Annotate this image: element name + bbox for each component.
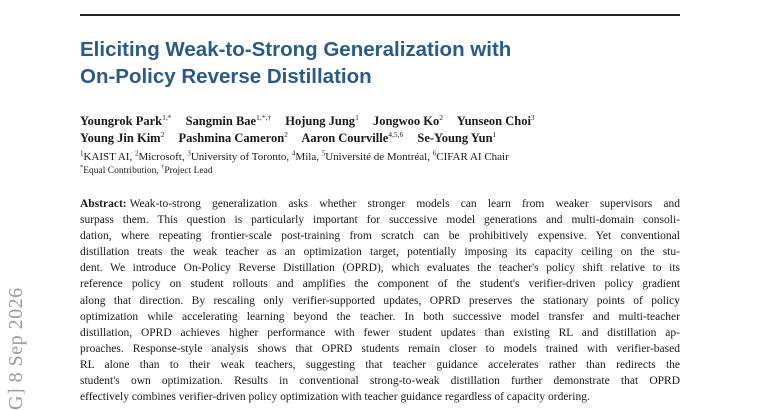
- abstract-line: proaches. Response-style analysis shows that OPRD students remain closer to models trained with verifier-based: [80, 342, 680, 355]
- abstract-line: optimization while accelerating learning beyond the teacher. In both successive model transfer and multi-teacher: [80, 310, 680, 323]
- abstract: [80, 196, 680, 410]
- author: Aaron Courville$^{4,5,6}$: [301, 129, 404, 145]
- title-line-1: Eliciting Weak-to-Strong Generalization with: [80, 38, 512, 61]
- abstract-line: along that direction. By rescaling only verifier-supported updates, OPRD preserves the stationary points of policy: [80, 294, 680, 307]
- author-notes: *Equal Contribution, †Project Lead: [80, 163, 213, 176]
- author: Se-Young Yun$^1$: [417, 129, 497, 145]
- abstract-label: Abstract:: [80, 198, 127, 210]
- abstract-line: distillation treats the weak teacher as an optimization target, potentially imposing its capacity ceiling on the stu-: [80, 246, 680, 259]
- arxiv-side-stamp: G] 8 Sep 2026: [5, 287, 27, 410]
- abstract-line: reference policy on student rollouts and amplifies the component of the student's verifier-driven policy gradient: [80, 278, 680, 291]
- top-rule: [80, 14, 680, 16]
- author: Youngrok Park$^{1,*}$: [80, 112, 172, 128]
- abstract-line: effectively combines verifier-driven policy optimization with teacher guidance regardless of capacity ordering.: [80, 391, 590, 404]
- author: Sangmin Bae$^{1,*,\dagger}$: [185, 112, 272, 128]
- author: Young Jin Kim$^2$: [80, 129, 165, 145]
- author: Yunseon Choi$^3$: [456, 112, 535, 128]
- title-line-2: On-Policy Reverse Distillation: [80, 65, 372, 88]
- abstract-line: dent. We introduce On-Policy Reverse Distillation (OPRD), which evaluates the teacher's policy shift relative to its: [80, 262, 680, 275]
- abstract-line: dation, where repeating frontier-scale post-training from scratch can be prohibitively expensive. Yet conventional: [80, 230, 680, 243]
- author-line-2: [80, 130, 700, 147]
- abstract-line: student's own optimization. Results in conventional strong-to-weak distillation further demonstrate that OPRD: [80, 375, 680, 388]
- author: Pashmina Cameron$^2$: [178, 129, 288, 145]
- author: Hojung Jung$^1$: [285, 112, 359, 128]
- abstract-line: surpass them. This question is particularly important for successive model generations and multi-domain consoli-: [80, 214, 680, 227]
- author: Jongwoo Ko$^2$: [372, 112, 444, 128]
- abstract-line: distillation, OPRD achieves higher performance with fewer student updates than existing RL and distillation ap-: [80, 326, 680, 339]
- author-list: [80, 113, 700, 147]
- abstract-line: Abstract: Weak-to-strong generalization asks whether stronger models can learn from weaker supervisors and: [80, 198, 680, 210]
- author-line-1: [80, 113, 700, 130]
- paper-title: [80, 36, 700, 90]
- abstract-line: RL alone than to their weak teachers, suggesting that teacher guidance accelerates rather than redirects the: [80, 358, 680, 371]
- affiliations: $^1$KAIST AI, $^2$Microsoft, $^3$University of Toronto, $^4$Mila, $^5$Université de Montréal, $^6$CIFAR AI Chair: [80, 149, 509, 163]
